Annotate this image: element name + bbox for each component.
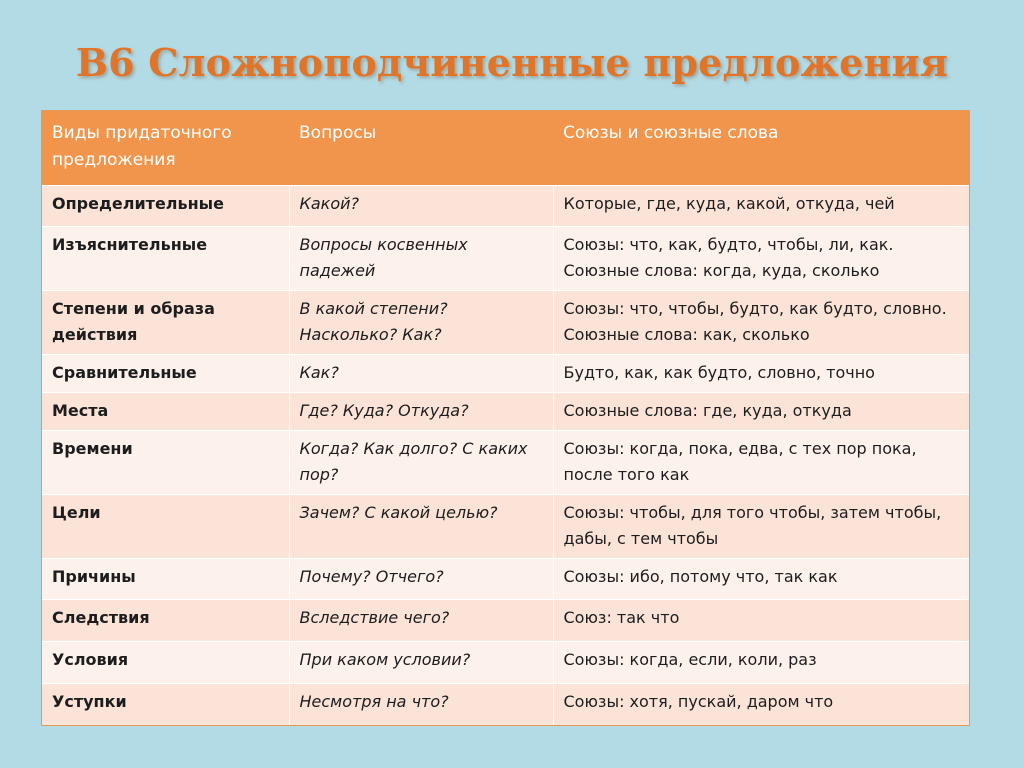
header-clause-type: Виды придаточного предложения — [42, 111, 289, 185]
conjunction-cell: Союзы: чтобы, для того чтобы, затем чтобы, дабы, с тем чтобы — [553, 494, 969, 558]
conjunction-cell: Союзы: что, как, будто, чтобы, ли, как. Союзные слова: когда, куда, сколько — [553, 226, 969, 290]
conjunction-cell: Которые, где, куда, какой, откуда, чей — [553, 185, 969, 226]
conjunction-cell: Союзы: хотя, пускай, даром что — [553, 683, 969, 725]
table-row — [42, 354, 969, 392]
table-row — [42, 290, 969, 354]
table-row — [42, 494, 969, 558]
conjunction-cell: Союзы: что, чтобы, будто, как будто, словно. Союзные слова: как, сколько — [553, 290, 969, 354]
clause-type-cell: Определительные — [42, 185, 289, 226]
clause-type-cell: Причины — [42, 558, 289, 599]
question-cell: При каком условии? — [289, 641, 553, 683]
table-row — [42, 430, 969, 494]
table-row — [42, 226, 969, 290]
clause-type-cell: Следствия — [42, 599, 289, 641]
question-cell: Когда? Как долго? С каких пор? — [289, 430, 553, 494]
conjunction-cell: Союзные слова: где, куда, откуда — [553, 392, 969, 430]
table-row — [42, 185, 969, 226]
conjunction-cell: Союз: так что — [553, 599, 969, 641]
header-row — [42, 111, 969, 185]
conjunction-cell: Союзы: когда, если, коли, раз — [553, 641, 969, 683]
question-cell: В какой степени? Насколько? Как? — [289, 290, 553, 354]
clause-types-table — [41, 110, 970, 726]
question-cell: Вследствие чего? — [289, 599, 553, 641]
slide-title: В6 Сложноподчиненные предложения — [75, 40, 949, 85]
header-conjunctions: Союзы и союзные слова — [553, 111, 969, 185]
clause-type-cell: Изъяснительные — [42, 226, 289, 290]
clause-type-cell: Цели — [42, 494, 289, 558]
clause-type-cell: Времени — [42, 430, 289, 494]
table-row — [42, 599, 969, 641]
question-cell: Зачем? С какой целью? — [289, 494, 553, 558]
question-cell: Где? Куда? Откуда? — [289, 392, 553, 430]
question-cell: Вопросы косвенных падежей — [289, 226, 553, 290]
clause-type-cell: Сравнительные — [42, 354, 289, 392]
table — [42, 111, 969, 725]
question-cell: Почему? Отчего? — [289, 558, 553, 599]
clause-type-cell: Условия — [42, 641, 289, 683]
clause-type-cell: Места — [42, 392, 289, 430]
table-row — [42, 683, 969, 725]
table-row — [42, 641, 969, 683]
table-row — [42, 558, 969, 599]
clause-type-cell: Степени и образа действия — [42, 290, 289, 354]
conjunction-cell: Будто, как, как будто, словно, точно — [553, 354, 969, 392]
conjunction-cell: Союзы: ибо, потому что, так как — [553, 558, 969, 599]
header-questions: Вопросы — [289, 111, 553, 185]
conjunction-cell: Союзы: когда, пока, едва, с тех пор пока, после того как — [553, 430, 969, 494]
question-cell: Как? — [289, 354, 553, 392]
question-cell: Несмотря на что? — [289, 683, 553, 725]
table-row — [42, 392, 969, 430]
clause-type-cell: Уступки — [42, 683, 289, 725]
question-cell: Какой? — [289, 185, 553, 226]
